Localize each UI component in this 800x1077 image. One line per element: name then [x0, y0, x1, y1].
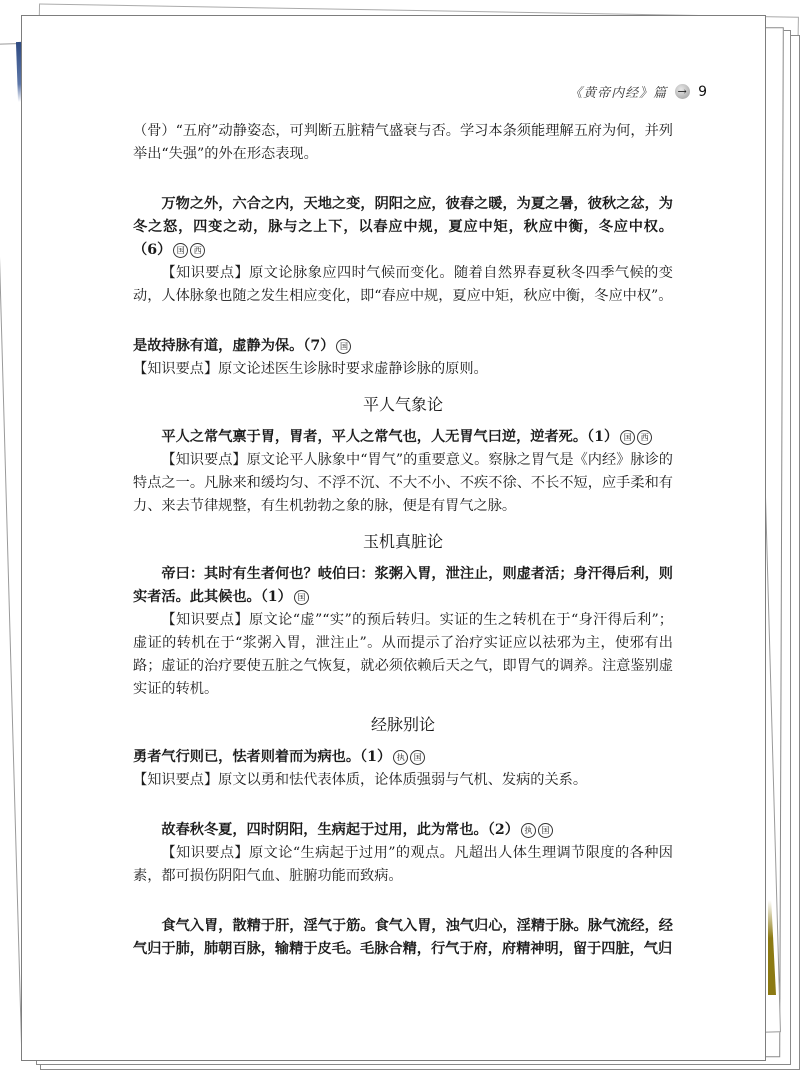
running-head	[569, 82, 708, 101]
note-label: 【知识要点】	[161, 265, 250, 281]
quote-text: 勇者气行则已，怯者则着而为病也。	[133, 749, 361, 765]
note-label: 【知识要点】	[133, 772, 219, 788]
note-label: 【知识要点】	[161, 612, 249, 628]
exam-mark-icon: 国	[173, 243, 188, 258]
note-label: 【知识要点】	[161, 452, 247, 468]
note-text: 原文论述医生诊脉时要求虚静诊脉的原则。	[218, 361, 488, 377]
knowledge-note	[133, 262, 673, 308]
knowledge-note	[133, 842, 673, 888]
quote-number: 6	[147, 242, 158, 258]
exam-mark-icon: 国	[294, 590, 309, 605]
knowledge-note	[133, 769, 673, 792]
exam-mark-icon: 西	[190, 243, 205, 258]
note-text: 原文论平人脉象中“胃气”的重要意义。察脉之胃气是《内经》脉诊的特点之一。凡脉来和缓均匀、不浮不沉、不大不小、不疾不徐、不长不短，应手柔和有力、来去节律规整，有生机勃勃之象的脉，便是有胃气之脉。	[133, 452, 673, 514]
classic-quote: 平人之常气禀于胃，胃者，平人之常气也，人无胃气曰逆，逆者死。（1） 国 西	[133, 426, 673, 449]
classic-quote: 是故持脉有道，虚静为保。（7） 国	[133, 335, 673, 358]
exam-mark-icon: 执	[393, 750, 408, 765]
quote-text: 平人之常气禀于胃，胃者，平人之常气也，人无胃气曰逆，逆者死。	[161, 429, 588, 445]
note-text: 原文论脉象应四时气候而变化。随着自然界春夏秋冬四季气候的变动，人体脉象也随之发生相应变化，即“春应中规，夏应中矩，秋应中衡，冬应中权”。	[133, 265, 673, 304]
quote-number: 1	[267, 589, 278, 605]
page-body	[133, 120, 673, 961]
knowledge-note	[133, 358, 673, 381]
running-head-title: 《黄帝内经》篇	[569, 86, 668, 101]
section-heading: 玉机真脏论	[362, 532, 443, 551]
section-heading: 平人气象论	[362, 395, 443, 414]
exam-mark-icon: 西	[637, 430, 652, 445]
classic-quote: 帝曰：其时有生者何也？岐伯曰：浆粥入胃，泄注止，则虚者活；身汗得后利，则实者活。此其候也。（1） 国	[133, 566, 673, 605]
arrow-right-icon: →	[675, 84, 690, 99]
quote-number: 7	[310, 338, 321, 354]
note-text: 原文论“生病起于过用”的观点。凡超出人体生理调节限度的各种因素，都可损伤阴阳气血、脏腑功能而致病。	[133, 845, 673, 884]
paragraph: （骨）“五府”动静姿态，可判断五脏精气盛衰与否。学习本条须能理解五府为何，并列举出“失强”的外在形态表现。	[133, 123, 673, 162]
note-label: 【知识要点】	[161, 845, 250, 861]
note-text: 原文以勇和怯代表体质，论体质强弱与气机、发病的关系。	[218, 772, 588, 788]
quote-number: 1	[594, 429, 604, 445]
quote-text: 故春秋冬夏，四时阴阳，生病起于过用，此为常也。	[161, 822, 488, 838]
quote-number: 2	[494, 822, 505, 838]
quote-text: 万物之外，六合之内，天地之变，阴阳之应，彼春之暖，为夏之暑，彼秋之忿，为冬之怒，四变之动，脉与之上下，以春应中规，夏应中矩，秋应中衡，冬应中权。	[133, 196, 673, 235]
exam-mark-icon: 国	[538, 823, 553, 838]
exam-mark-icon: 国	[336, 339, 351, 354]
note-label: 【知识要点】	[133, 361, 219, 377]
classic-quote: 故春秋冬夏，四时阴阳，生病起于过用，此为常也。（2） 执 国	[133, 819, 673, 842]
classic-quote: 食气入胃，散精于肝，淫气于筋。食气入胃，浊气归心，淫精于脉。脉气流经，经气归于肺，肺朝百脉，输精于皮毛。毛脉合精，行气于府，府精神明，留于四脏，气归	[133, 918, 673, 957]
knowledge-note	[133, 609, 673, 701]
exam-mark-icon: 国	[620, 430, 635, 445]
quote-text: 帝曰：其时有生者何也？岐伯曰：浆粥入胃，泄注止，则虚者活；身汗得后利，则实者活。此其候也。	[133, 566, 673, 605]
section-heading: 经脉别论	[370, 715, 435, 734]
quote-text: 是故持脉有道，虚静为保。	[133, 338, 304, 354]
note-text: 原文论“虚”“实”的预后转归。实证的生之转机在于“身汗得后利”；虚证的转机在于“浆粥入胃，泄注止”。从而提示了治疗实证应以祛邪为主，使邪有出路；虚证的治疗要使五脏之气恢复，就必须依赖后天之气，即胃气的调养。注意鉴别虚实证的转机。	[133, 612, 673, 697]
knowledge-note	[133, 449, 673, 518]
classic-quote: 万物之外，六合之内，天地之变，阴阳之应，彼春之暖，为夏之暑，彼秋之忿，为冬之怒，四变之动，脉与之上下，以春应中规，夏应中矩，秋应中衡，冬应中权。（6） 国 西	[133, 196, 673, 258]
classic-quote: 勇者气行则已，怯者则着而为病也。（1） 执 国	[133, 746, 673, 769]
exam-mark-icon: 执	[521, 823, 536, 838]
page-number: 9	[698, 83, 708, 100]
exam-mark-icon: 国	[410, 750, 425, 765]
quote-number: 1	[367, 749, 377, 765]
